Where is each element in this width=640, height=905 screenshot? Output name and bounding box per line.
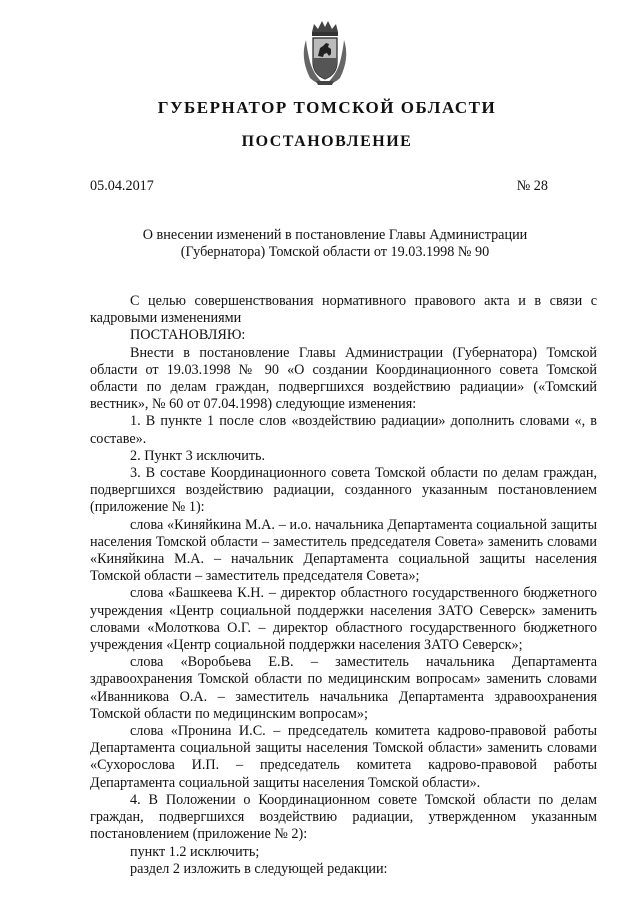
paragraph-change-pronina: слова «Пронина И.С. – председатель комитета кадрово-правовой работы Департамента социальной защиты населения Томской области» заменить словами «Сухорослова И.П. – председатель комитета кадрово-правовой работы Департамента социальной защиты населения Томской области».: [90, 723, 597, 791]
paragraph-change-kinyaikina: слова «Киняйкина М.А. – и.о. начальника Департамента социальной защиты населения Томской области – заместитель председателя Совета» заменить словами «Киняйкина М.А. – начальник Департамента социальной защиты населения Томской области – заместитель председателя Совета»;: [90, 516, 597, 585]
paragraph-resolve: ПОСТАНОВЛЯЮ:: [130, 327, 246, 344]
subject-line-1: О внесении изменений в постановление Главы Администрации: [142, 227, 528, 243]
document-number: № 28: [516, 178, 548, 194]
document-date: 05.04.2017: [90, 178, 154, 194]
document-subject: [120, 227, 550, 261]
paragraph-change-vorobyeva: слова «Воробьева Е.В. – заместитель начальника Департамента здравоохранения Томской области по медицинским вопросам» заменить словами «Иванникова О.А. – заместитель начальника Департамента здравоохранения Томской области по медицинским вопросам»;: [90, 654, 597, 722]
paragraph-item-1: 1. В пункте 1 после слов «воздействию радиации» дополнить словами «, в составе».: [90, 413, 597, 447]
document-type: ПОСТАНОВЛЕНИЕ: [241, 133, 413, 150]
paragraph-preamble: С целью совершенствования нормативного правового акта и в связи с кадровыми изменениями: [90, 293, 597, 327]
paragraph-intro: Внести в постановление Главы Администрации (Губернатора) Томской области от 19.03.1998 № 90 «О создании Координационного совета Томской области по делам граждан, подвергшихся воздействию радиации» («Томский вестник», № 60 от 07.04.1998) следующие изменения:: [90, 344, 597, 413]
paragraph-change-bashkeeva: слова «Башкеева К.Н. – директор областного государственного бюджетного учреждения «Центр социальной поддержки населения ЗАТО Северск» заменить словами «Молоткова О.Г. – директор областного государственного бюджетного учреждения «Центр социальной поддержки населения ЗАТО Северск»;: [90, 585, 597, 654]
paragraph-item-4: 4. В Положении о Координационном совете Томской области по делам граждан, подвергшихся воздействию радиации, утвержденном указанным постановлением (приложение № 2):: [90, 791, 597, 843]
coat-of-arms-icon: [296, 18, 354, 88]
subject-line-2: (Губернатора) Томской области от 19.03.1998 № 90: [180, 244, 490, 261]
paragraph-item-2: 2. Пункт 3 исключить.: [130, 447, 266, 464]
paragraph-item-3: 3. В составе Координационного совета Томской области по делам граждан, подвергшихся воздействию радиации, созданного указанным постановлением (приложение № 1):: [90, 465, 597, 516]
document-body: [90, 293, 597, 878]
paragraph-item-4-1: пункт 1.2 исключить;: [130, 843, 260, 860]
organization-title: ГУБЕРНАТОР ТОМСКОЙ ОБЛАСТИ: [157, 98, 497, 117]
paragraph-item-4-2: раздел 2 изложить в следующей редакции:: [130, 860, 388, 877]
